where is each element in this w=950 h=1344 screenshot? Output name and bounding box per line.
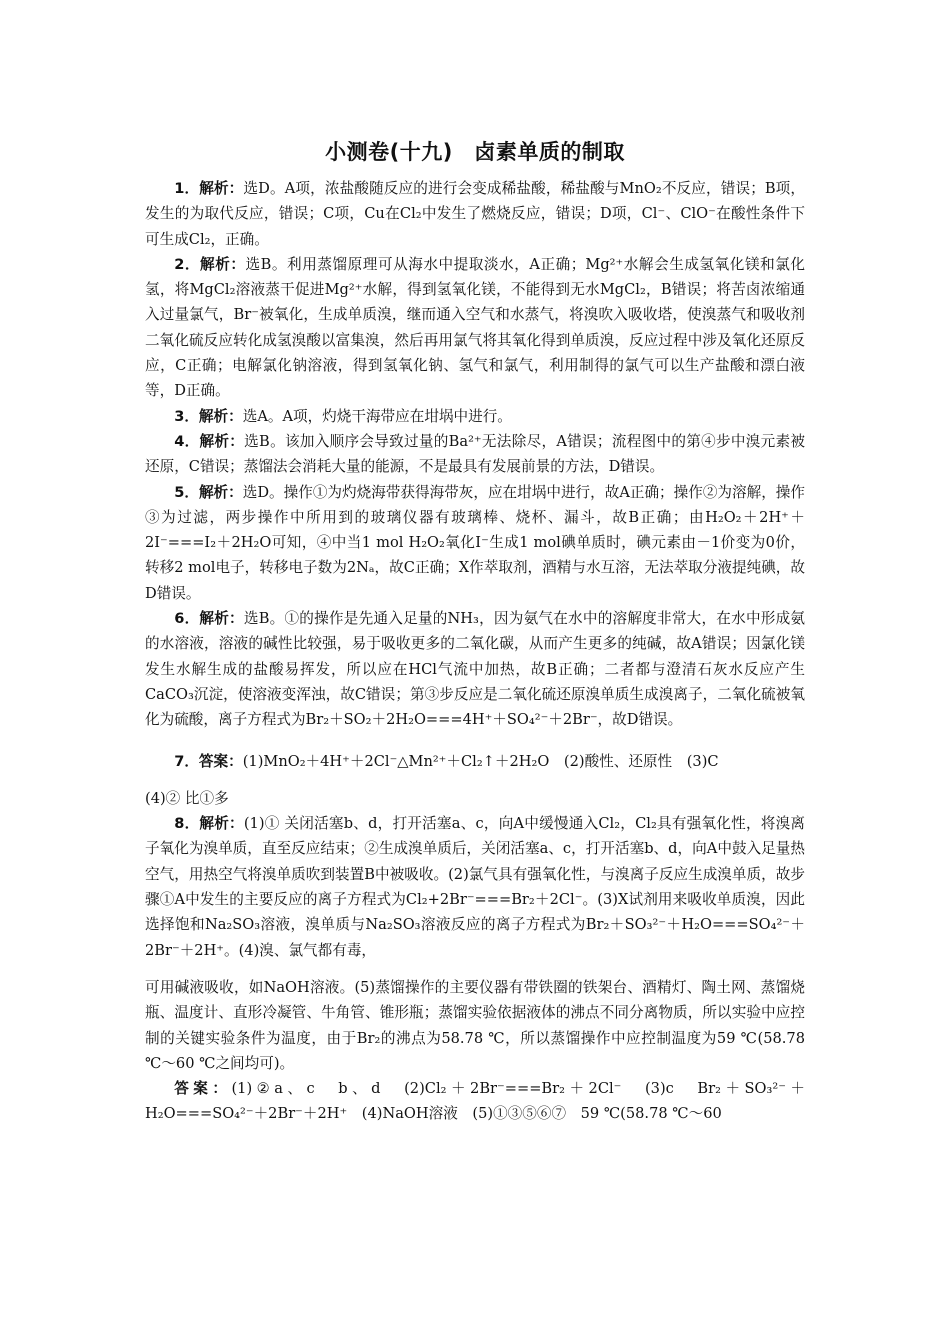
answer-item-8-answer <box>145 1076 805 1127</box>
item-label: 答案： <box>174 1080 232 1098</box>
item-label: 4．解析： <box>174 432 245 450</box>
item-label: 3．解析： <box>174 407 243 425</box>
answer-item-4 <box>145 429 805 480</box>
answer-item-6 <box>145 606 805 732</box>
answer-body <box>145 176 805 1127</box>
item-text: (1)MnO₂＋4H⁺＋2Cl⁻△Mn²⁺＋Cl₂↑＋2H₂O (2)酸性、还原性 (3)C <box>242 752 719 770</box>
answer-item-7 <box>145 749 805 774</box>
item-text: (1)① 关闭活塞b、d，打开活塞a、c，向A中缓慢通入Cl₂，Cl₂具有强氧化性，将溴离子氧化为溴单质，直至反应结束；②生成溴单质后，关闭活塞a、c，打开活塞b、d，向A中鼓入足量热空气，用热空气将溴单质吹到装置B中被吸收。(2)氯气具有强氧化性，与溴离子反应生成溴单质，故步骤①A中发生的主要反应的离子方程式为Cl₂+2Br⁻===Br₂＋2Cl⁻。(3)X试剂用来吸收单质溴，因此选择饱和Na₂SO₃溶液，溴单质与Na₂SO₃溶液反应的离子方程式为Br₂＋SO₃²⁻＋H₂O===SO₄²⁻＋2Br⁻＋2H⁺。(4)溴、氯气都有毒， <box>145 815 805 959</box>
answer-item-3 <box>145 404 805 429</box>
spacer <box>145 963 805 975</box>
item-label: 2．解析： <box>174 255 246 273</box>
page-title: 小测卷(十九) 卤素单质的制取 <box>325 140 625 164</box>
item-label: 6．解析： <box>174 610 244 628</box>
answer-item-7-continued <box>145 786 805 811</box>
answer-item-8 <box>145 811 805 963</box>
item-text: (4)② 比①多 <box>145 789 229 807</box>
item-text: 选D。A项，浓盐酸随反应的进行会变成稀盐酸，稀盐酸与MnO₂不反应，错误；B项，发生的为取代反应，错误；C项，Cu在Cl₂中发生了燃烧反应，错误；D项，Cl⁻、ClO⁻在酸性条件下可生成Cl₂，正确。 <box>145 180 806 248</box>
item-label: 1．解析： <box>174 180 244 197</box>
item-text: 选D。操作①为灼烧海带获得海带灰，应在坩埚中进行，故A正确；操作②为溶解，操作③为过滤，两步操作中所用到的玻璃仪器有玻璃棒、烧杯、漏斗，故B正确；由H₂O₂＋2H⁺＋2I⁻===I₂＋2H₂O可知，④中当1 mol H₂O₂氧化I⁻生成1 mol碘单质时，碘元素由－1价变为0价，转移2 mol电子，转移电子数为2Nₐ，故C正确；X作萃取剂，酒精与水互溶，无法萃取分液提纯碘，故D错误。 <box>145 483 806 602</box>
item-label: 7．答案： <box>174 752 243 770</box>
answer-item-5 <box>145 480 805 606</box>
answer-item-1 <box>145 176 805 252</box>
item-text: 选B。利用蒸馏原理可从海水中提取淡水，A正确；Mg²⁺水解会生成氢氧化镁和氯化氢，将MgCl₂溶液蒸干促进Mg²⁺水解，得到氢氧化镁，不能得到无水MgCl₂，B错误；将苦卤浓缩通入过量氯气，Br⁻被氧化，生成单质溴，继而通入空气和水蒸气，将溴吹入吸收塔，使溴蒸气和吸收剂二氧化硫反应转化成氢溴酸以富集溴，然后再用氯气将其氧化得到单质溴，反应过程中涉及氧化还原反应，C正确；电解氯化钠溶液，得到氢氧化钠、氢气和氯气，利用制得的氯气可以生产盐酸和漂白液等，D正确。 <box>145 255 805 400</box>
answer-item-2 <box>145 252 805 404</box>
item-text: 选B。该加入顺序会导致过量的Ba²⁺无法除尽，A错误；流程图中的第④步中溴元素被还原，C错误；蒸馏法会消耗大量的能源，不是最具有发展前景的方法，D错误。 <box>145 432 806 476</box>
item-text: 可用碱液吸收，如NaOH溶液。(5)蒸馏操作的主要仪器有带铁圈的铁架台、酒精灯、陶土网、蒸馏烧瓶、温度计、直形冷凝管、牛角管、锥形瓶；蒸馏实验依据液体的沸点不同分离物质，所以实验中应控制的关键实验条件为温度，由于Br₂的沸点为58.78 ℃，所以蒸馏操作中应控制温度为59 ℃(58.78 ℃～60 ℃之间均可)。 <box>145 978 805 1072</box>
item-text: 选A。A项，灼烧干海带应在坩埚中进行。 <box>242 407 512 425</box>
answer-item-8-continued <box>145 975 805 1076</box>
item-label: 5．解析： <box>174 483 243 501</box>
item-text: 选B。①的操作是先通入足量的NH₃，因为氨气在水中的溶解度非常大，在水中形成氨的水溶液，溶液的碱性比较强，易于吸收更多的二氧化碳，从而产生更多的纯碱，故A错误；因氯化镁发生水解生成的盐酸易挥发，所以应在HCl气流中加热，故B正确；二者都与澄清石灰水反应产生CaCO₃沉淀，使溶液变浑浊，故C错误；第③步反应是二氧化硫还原溴单质生成溴离子，二氧化硫被氧化为硫酸，离子方程式为Br₂＋SO₂＋2H₂O===4H⁺＋SO₄²⁻＋2Br⁻，故D错误。 <box>145 610 806 729</box>
spacer <box>145 733 805 749</box>
item-label: 8．解析： <box>174 815 244 833</box>
spacer <box>145 774 805 786</box>
item-text: (1)②a、c b、d (2)Cl₂＋2Br⁻===Br₂＋2Cl⁻ (3)c Br₂＋SO₃²⁻＋H₂O===SO₄²⁻＋2Br⁻＋2H⁺ (4)NaOH溶液 (5)①③⑤⑥⑦ 59 ℃(58.78 ℃～60 <box>145 1080 805 1123</box>
